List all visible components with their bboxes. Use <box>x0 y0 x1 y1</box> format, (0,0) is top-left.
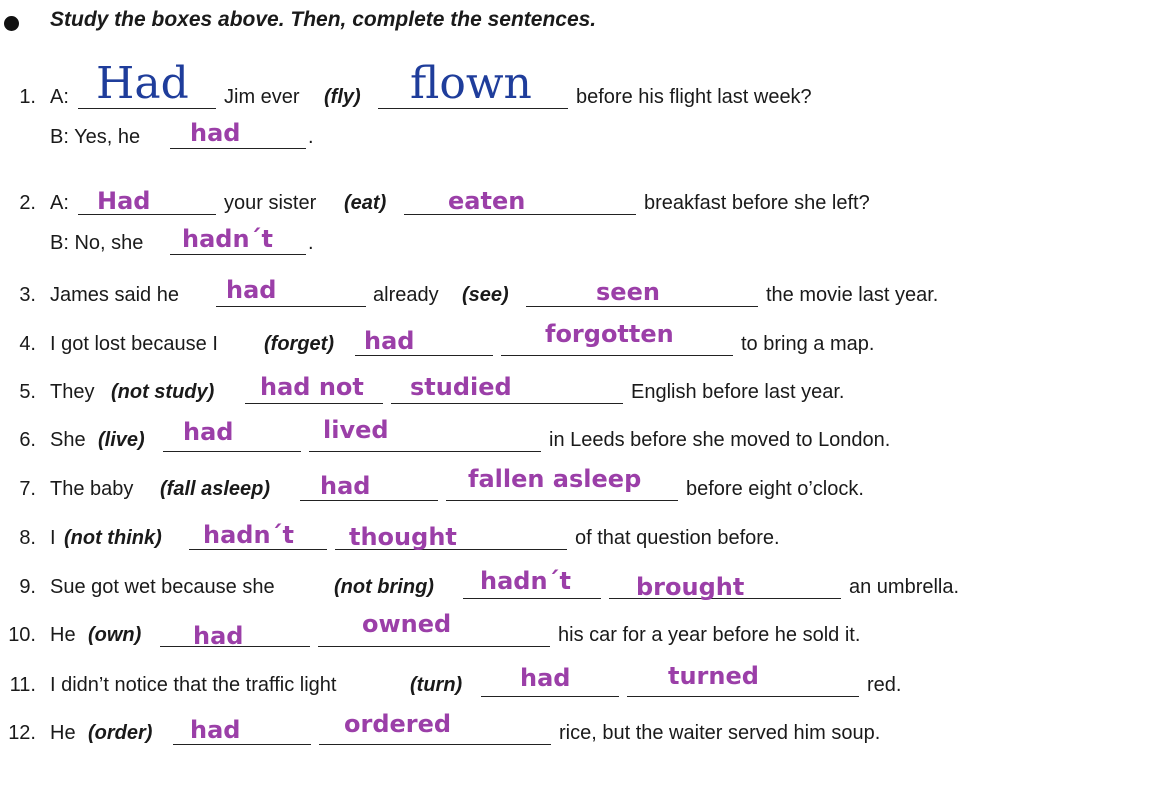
question-number: 7. <box>19 478 36 500</box>
verb-prompt: (fall asleep) <box>160 478 271 500</box>
answer-blank[interactable] <box>170 148 306 149</box>
sentence-text: red. <box>867 674 902 696</box>
typed-answer: thought <box>349 523 457 551</box>
typed-answer: had <box>193 622 244 650</box>
answer-blank[interactable] <box>163 451 301 452</box>
sentence-text: before his flight last week? <box>576 86 812 108</box>
answer-blank[interactable] <box>189 549 327 550</box>
verb-prompt: (see) <box>462 284 509 306</box>
question-number: 5. <box>19 381 36 403</box>
answer-blank[interactable] <box>501 355 733 356</box>
sentence-text: in Leeds before she moved to London. <box>549 429 891 451</box>
answer-blank[interactable] <box>319 744 551 745</box>
sentence-text: I got lost because I <box>50 333 218 355</box>
typed-answer: had <box>520 664 571 692</box>
sentence-text: Sue got wet because she <box>50 576 275 598</box>
typed-answer: hadn´t <box>203 521 295 549</box>
answer-blank[interactable] <box>300 500 438 501</box>
question-number: 3. <box>19 284 36 306</box>
sentence-text: Jim ever <box>224 86 300 108</box>
sentence-text: to bring a map. <box>741 333 875 355</box>
verb-prompt: (not bring) <box>334 576 434 598</box>
verb-prompt: (eat) <box>344 192 387 214</box>
answer-blank[interactable] <box>391 403 623 404</box>
sentence-text: rice, but the waiter served him soup. <box>559 722 881 744</box>
answer-blank[interactable] <box>318 646 550 647</box>
typed-answer: had <box>190 716 241 744</box>
question-number: 4. <box>19 333 36 355</box>
answer-blank[interactable] <box>216 306 366 307</box>
sentence-text: English before last year. <box>631 381 845 403</box>
sentence-text: . <box>308 232 314 254</box>
verb-prompt: (not think) <box>64 527 162 549</box>
answer-blank[interactable] <box>355 355 493 356</box>
verb-prompt: (live) <box>98 429 145 451</box>
speaker-b-label: B: No, she <box>50 232 144 254</box>
sentence-text: before eight o’clock. <box>686 478 864 500</box>
typed-answer: lived <box>323 416 389 444</box>
sentence-text: breakfast before she left? <box>644 192 870 214</box>
verb-prompt: (order) <box>88 722 153 744</box>
sentence-text: He <box>50 722 76 744</box>
sentence-text: already <box>373 284 439 306</box>
typed-answer: studied <box>410 373 512 401</box>
typed-answer: had <box>364 327 415 355</box>
question-number: 12. <box>8 722 36 744</box>
typed-answer: eaten <box>448 187 526 215</box>
sentence-text: I <box>50 527 56 549</box>
question-number: 8. <box>19 527 36 549</box>
verb-prompt: (own) <box>88 624 142 646</box>
verb-prompt: (not study) <box>111 381 215 403</box>
sentence-text: He <box>50 624 76 646</box>
typed-answer: hadn´t <box>182 225 274 253</box>
answer-blank[interactable] <box>446 500 678 501</box>
typed-answer: Had <box>97 187 151 215</box>
sentence-text: The baby <box>50 478 134 500</box>
question-number: 11. <box>9 674 36 696</box>
typed-answer: had <box>183 418 234 446</box>
typed-answer: had <box>226 276 277 304</box>
verb-prompt: (turn) <box>410 674 463 696</box>
question-number: 9. <box>19 576 36 598</box>
sentence-text: James said he <box>50 284 179 306</box>
typed-answer: owned <box>362 610 452 638</box>
answer-blank[interactable] <box>481 696 619 697</box>
answer-blank[interactable] <box>627 696 859 697</box>
typed-answer: had <box>190 119 241 147</box>
typed-answer: seen <box>596 278 660 306</box>
sentence-text: . <box>308 126 314 148</box>
typed-answer: hadn´t <box>480 567 572 595</box>
sentence-text: your sister <box>224 192 317 214</box>
typed-answer: turned <box>668 662 759 690</box>
answer-blank[interactable] <box>173 744 311 745</box>
typed-answer: forgotten <box>545 320 674 348</box>
answer-blank[interactable] <box>245 403 383 404</box>
typed-answer: had not <box>260 373 364 401</box>
typed-answer: ordered <box>344 710 452 738</box>
sentence-text: She <box>50 429 86 451</box>
answer-blank[interactable] <box>170 254 306 255</box>
handwritten-answer: flown <box>410 58 532 109</box>
speaker-b-label: B: Yes, he <box>50 126 141 148</box>
answer-blank[interactable] <box>463 598 601 599</box>
answer-blank[interactable] <box>526 306 758 307</box>
handwritten-answer: Had <box>96 58 189 109</box>
verb-prompt: (forget) <box>264 333 334 355</box>
sentence-text: I didn’t notice that the traffic light <box>50 674 337 696</box>
question-number: 2. <box>19 192 36 214</box>
typed-answer: fallen asleep <box>468 465 642 493</box>
question-number: 10. <box>8 624 36 646</box>
sentence-text: his car for a year before he sold it. <box>558 624 861 646</box>
answer-blank[interactable] <box>309 451 541 452</box>
speaker-a-label: A: <box>50 192 69 214</box>
instruction-heading: Study the boxes above. Then, complete the sentences. <box>50 8 597 31</box>
sentence-text: of that question before. <box>575 527 780 549</box>
verb-prompt: (fly) <box>324 86 361 108</box>
sentence-text: the movie last year. <box>766 284 939 306</box>
question-number: 1. <box>19 86 36 108</box>
bullet-icon <box>4 16 19 31</box>
typed-answer: brought <box>636 573 745 601</box>
speaker-a-label: A: <box>50 86 69 108</box>
typed-answer: had <box>320 472 371 500</box>
sentence-text: an umbrella. <box>849 576 960 598</box>
sentence-text: They <box>50 381 95 403</box>
question-number: 6. <box>19 429 36 451</box>
